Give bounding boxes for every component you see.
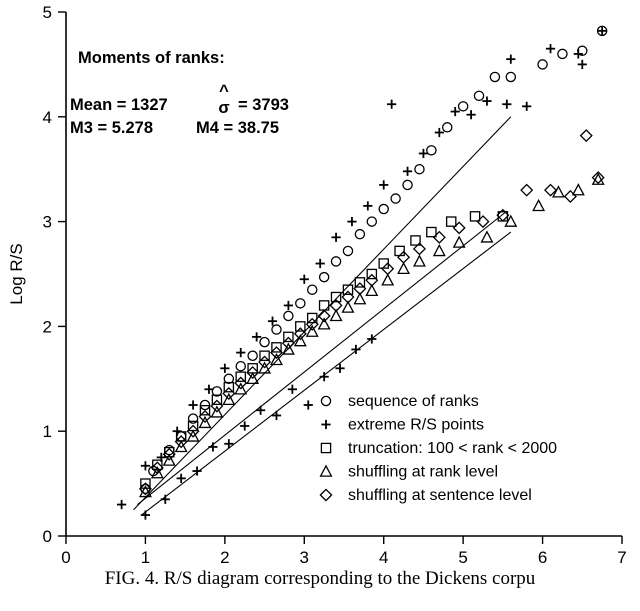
y-axis-title: Log R/S: [7, 243, 26, 305]
marker-triangle: [321, 466, 332, 476]
x-tick-label: 6: [537, 548, 548, 565]
marker-triangle: [319, 319, 330, 329]
marker-circle: [296, 299, 305, 308]
marker-plus: [502, 100, 511, 109]
y-tick-label: 4: [42, 107, 52, 127]
marker-circle: [538, 60, 547, 69]
y-tick-label: 2: [42, 317, 52, 337]
marker-circle: [284, 311, 293, 320]
marker-square: [395, 246, 404, 255]
marker-circle: [474, 91, 483, 100]
marker-circle: [459, 102, 468, 111]
marker-circle: [308, 285, 317, 294]
legend-item-4: [320, 487, 531, 504]
marker-plus: [304, 400, 313, 409]
marker-plus: [117, 500, 126, 509]
figure-caption: FIG. 4. R/S diagram corresponding to the Dickens corpu: [104, 568, 536, 589]
marker-circle: [490, 72, 499, 81]
marker-diamond: [581, 130, 592, 141]
marker-square: [447, 217, 456, 226]
marker-plus: [188, 400, 197, 409]
marker-plus: [316, 259, 325, 268]
x-tick-label: 4: [378, 548, 389, 565]
marker-plus: [546, 44, 555, 53]
annotation-mean: Mean = 1327: [70, 96, 168, 114]
marker-plus: [387, 100, 396, 109]
marker-circle: [355, 230, 364, 239]
marker-plus: [208, 442, 217, 451]
marker-plus: [321, 420, 330, 429]
marker-plus: [522, 102, 531, 111]
y-tick-label: 3: [42, 212, 52, 232]
marker-plus: [220, 364, 229, 373]
marker-plus: [272, 411, 281, 420]
marker-diamond: [295, 328, 306, 339]
marker-plus: [347, 217, 356, 226]
marker-plus: [331, 233, 340, 242]
marker-circle: [391, 194, 400, 203]
marker-square: [427, 227, 436, 236]
x-tick-label: 5: [458, 548, 468, 565]
legend-item-3: [321, 464, 498, 481]
legend-label: shuffling at rank level: [348, 463, 499, 481]
marker-plus: [161, 495, 170, 504]
marker-circle: [320, 273, 329, 282]
marker-circle: [427, 146, 436, 155]
marker-square: [321, 443, 330, 452]
marker-circle: [165, 445, 174, 454]
marker-circle: [443, 123, 452, 132]
marker-square: [470, 212, 479, 221]
legend-label: shuffling at sentence level: [348, 487, 532, 504]
marker-plus: [224, 439, 233, 448]
marker-circle: [506, 72, 515, 81]
marker-triangle: [382, 275, 393, 285]
marker-circle: [415, 165, 424, 174]
x-tick-label: 0: [61, 548, 71, 565]
marker-triangle: [573, 185, 584, 195]
marker-circle: [260, 338, 269, 347]
annotation-sigma-accent: ^: [219, 82, 229, 100]
legend-label: sequence of ranks: [348, 393, 479, 410]
marker-plus: [300, 275, 309, 284]
marker-circle: [321, 396, 330, 405]
marker-circle: [331, 257, 340, 266]
marker-circle: [236, 362, 245, 371]
annotation-heading: Moments of ranks:: [78, 49, 225, 67]
marker-diamond: [521, 185, 532, 196]
marker-plus: [403, 167, 412, 176]
marker-plus: [256, 406, 265, 415]
marker-square: [296, 322, 305, 331]
marker-plus: [379, 180, 388, 189]
marker-plus: [284, 301, 293, 310]
annotation-sigma-symbol: σ: [218, 99, 230, 117]
x-tick-label: 3: [299, 548, 310, 565]
marker-triangle: [271, 354, 282, 364]
marker-plus: [363, 201, 372, 210]
marker-triangle: [482, 232, 493, 242]
marker-circle: [343, 246, 352, 255]
marker-plus: [288, 385, 297, 394]
marker-circle: [379, 204, 388, 213]
marker-plus: [236, 348, 245, 357]
marker-triangle: [533, 200, 544, 210]
x-tick-label: 2: [220, 548, 230, 565]
marker-square: [248, 364, 257, 373]
x-tick-label: 7: [617, 548, 627, 565]
legend-item-0: [321, 393, 478, 410]
y-tick-label: 0: [42, 527, 52, 546]
y-tick-label: 5: [42, 3, 52, 22]
legend-item-2: [321, 440, 557, 457]
marker-circle: [403, 180, 412, 189]
legend-label: extreme R/S points: [348, 416, 485, 434]
marker-plus: [574, 49, 583, 58]
marker-plus: [240, 421, 249, 430]
marker-circle: [248, 351, 257, 360]
y-tick-label: 1: [42, 422, 52, 442]
annotation-m4: M4 = 38.75: [196, 119, 280, 137]
marker-plus: [320, 372, 329, 381]
marker-triangle: [434, 245, 445, 255]
marker-plus: [506, 55, 515, 64]
marker-plus: [466, 110, 475, 119]
marker-circle: [558, 49, 567, 58]
annotation-sigma-value: = 3793: [238, 96, 289, 114]
marker-triangle: [398, 263, 409, 273]
marker-triangle: [414, 256, 425, 266]
marker-circle: [367, 217, 376, 226]
marker-plus: [578, 60, 587, 69]
legend-item-1: [321, 417, 484, 434]
x-tick-label: 1: [140, 548, 151, 565]
annotation-m3: M3 = 5.278: [70, 119, 154, 137]
marker-diamond: [320, 489, 331, 500]
fit-truncation: [137, 211, 506, 504]
marker-plus: [141, 510, 150, 519]
marker-circle: [272, 325, 281, 334]
legend-label: truncation: 100 < rank < 2000: [348, 440, 558, 457]
